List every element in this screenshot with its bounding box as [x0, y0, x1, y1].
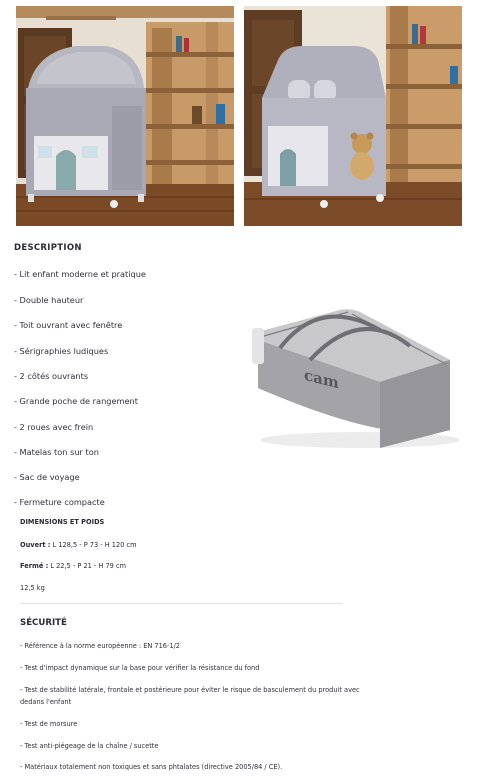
- dimension-open-label: Ouvert :: [20, 541, 51, 549]
- feature-item: - Double hauteur: [14, 295, 84, 305]
- feature-item: - Toit ouvrant avec fenêtre: [14, 320, 123, 330]
- dimension-closed: [20, 562, 126, 570]
- dimensions-title: DIMENSIONS ET POIDS: [20, 518, 105, 526]
- feature-item: - Sérigraphies ludiques: [14, 346, 109, 356]
- feature-item: - 2 roues avec frein: [14, 422, 94, 432]
- brand-logo: cam: [304, 365, 339, 393]
- product-photo-house: [244, 6, 462, 226]
- feature-item: - Lit enfant moderne et pratique: [14, 269, 146, 279]
- security-item: - Référence à la norme européenne : EN 716-1/2: [20, 642, 180, 650]
- product-photo-roof-open: [16, 6, 234, 226]
- weight-value: 12,5 kg: [20, 584, 45, 592]
- feature-item: - 2 côtés ouvrants: [14, 371, 89, 381]
- dimension-open-value: L 128,5 - P 73 - H 120 cm: [50, 541, 137, 549]
- feature-item: - Fermeture compacte: [14, 497, 105, 507]
- travel-bag-image: [240, 300, 462, 450]
- security-item: - Test de morsure: [20, 720, 78, 728]
- dimension-open: [20, 541, 137, 549]
- section-divider: [20, 603, 342, 604]
- description-title: DESCRIPTION: [14, 243, 82, 253]
- security-item: - Test de stabilité latérale, frontale et postérieure pour éviter le risque de basculement du produit avec dedans l'enfant: [20, 686, 360, 706]
- security-item: - Test anti-piégeage de la chaîne / sucette: [20, 742, 159, 750]
- security-item: - Matériaux totalement non toxiques et sans phtalates (directive 2005/84 / CE).: [20, 763, 283, 771]
- feature-item: - Sac de voyage: [14, 472, 80, 482]
- security-item: - Test d'impact dynamique sur la base pour vérifier la résistance du fond: [20, 664, 260, 672]
- security-title: SÉCURITÉ: [20, 618, 67, 628]
- dimension-closed-value: L 22,5 - P 21 - H 79 cm: [48, 562, 126, 570]
- dimension-closed-label: Fermé :: [20, 562, 49, 570]
- feature-item: - Grande poche de rangement: [14, 396, 138, 406]
- feature-item: - Matelas ton sur ton: [14, 447, 99, 457]
